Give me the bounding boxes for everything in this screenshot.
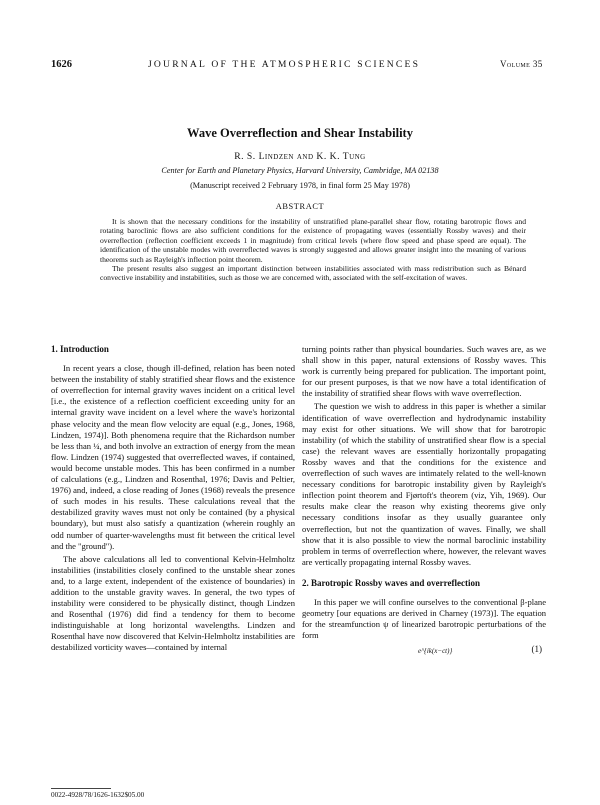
abstract-heading: ABSTRACT [275,202,325,211]
paragraph: turning points rather than physical boundaries. Such waves are, as we shall show in this paper, natural extensions of Rossby waves. This work is currently being prepared for publication. The important point, for our present purposes, is that we now have a total identification of the instability of stratified shear flows with wave overreflection. [302,344,546,399]
right-column [302,344,546,661]
paragraph: In this paper we will confine ourselves to the conventional β-plane geometry [our equations are derived in Charney (1973)]. The equation for the streamfunction ψ of linearized barotropic perturbations of the form [302,596,546,641]
abstract-paragraph-1: It is shown that the necessary conditions for the instability of unstratified plane-parallel shear flow, rotating barotropic flows and rotating baroclinic flows are also sufficient conditions for the existence of propagating waves (essentially Rossby waves) and their overreflection (reflection coefficient exceeds 1 in magnitude) from critical levels (where flow speed and phase speed are equal). The identification of the unstable modes with overreflected waves is strongly suggested and allows greater insight into the meaning of various theorems such as Rayleigh's inflection point theorem. [100,217,526,264]
footer-code: 0022-4928/78/1626-1632$05.00 [51,791,145,799]
paragraph: The above calculations all led to conventional Kelvin-Helmholtz instabilities (instabilities closely confined to the unstable shear zones and, to a large extent, independent of the existence of boundaries) in addition to the unstable gravity waves. In general, the two types of instability were considered to be physically distinct, though Lindzen and Rosenthal (1976) did find a tendency for them to become indistinguishable at long horizontal wavelengths. Lindzen and Rosenthal have now discovered that Kelvin-Helmholtz instabilities are destabilized vorticity waves—contained by internal [51,553,295,653]
equation-1 [302,643,546,661]
paragraph: In recent years a close, though ill-defined, relation has been noted between the instability of stably stratified shear flows and the existence of overreflection for internal gravity waves incident on a critical level [i.e., the existence of a reflection coefficient exceeding unity for an internal gravity wave incident on a level where the wave's horizontal phase velocity and the mean flow velocity are equal (e.g., Jones, 1968, Lindzen, 1974)]. Both phenomena require that the Richardson number be less than ¼, and both involve an extraction of energy from the mean flow. Lindzen (1974) suggested that overreflected waves, if contained, would become unstable modes. This has been confirmed in a number of calculations (e.g., Lindzen and Rosenthal, 1976; Davis and Peltier, 1976) and, indeed, a close reading of Jones (1968) reveals the presence of such modes in his results. These calculations reveal that the destabilized gravity waves must not only be contained (by a physical boundary), but must also satisfy a quantization (wherein roughly an odd number of quarter-wavelengths must fit between the critical level and the "ground"). [51,363,295,551]
authors: R. S. Lindzen and K. K. Tung [234,151,366,162]
equation-expression: e^{ik(x−ct)} [418,647,453,656]
manuscript-received: (Manuscript received 2 February 1978, in final form 25 May 1978) [190,181,410,190]
page-number: 1626 [51,59,72,70]
abstract-paragraph-2: The present results also suggest an important distinction between instabilities associated with mass redistribution such as Bénard convective instability and instabilities, such as those we are concerned with, associated with the self-excitation of waves. [100,264,526,283]
journal-name: JOURNAL OF THE ATMOSPHERIC SCIENCES [148,59,421,70]
volume-label: Volume 35 [500,59,543,69]
section-heading-introduction: 1. Introduction [51,344,109,354]
section-heading-barotropic: 2. Barotropic Rossby waves and overreflection [302,577,480,588]
equation-number: (1) [531,644,542,655]
affiliation: Center for Earth and Planetary Physics, Harvard University, Cambridge, MA 02138 [161,166,439,175]
paragraph: The question we wish to address in this paper is whether a similar identification of wave overreflection and hydrodynamic instability may exist for other situations. We will show that for barotropic instability (of which the stability of unstratified shear flow is a special case) the relevant waves are essentially horizontally propagating Rossby waves and that the conditions for the existence and overreflection of such waves are intimately related to the well-known necessary conditions for barotropic instability given by Rayleigh's inflection point theorem and Fjørtoft's theorem (viz, Yih, 1969). Our results make clear the reason why existing theorems give only necessary conditions insofar as they usually guarantee only overreflection, but not the quantization of waves. Finally, we shall show that it is also possible to view the normal baroclinic instability problem in terms of overreflection where, however, the relevant waves are vertically propagating internal Rossby waves. [302,401,546,567]
footer-rule [51,788,111,789]
paper-title: Wave Overreflection and Shear Instability [187,126,413,140]
abstract [100,217,526,283]
left-column [51,344,295,656]
